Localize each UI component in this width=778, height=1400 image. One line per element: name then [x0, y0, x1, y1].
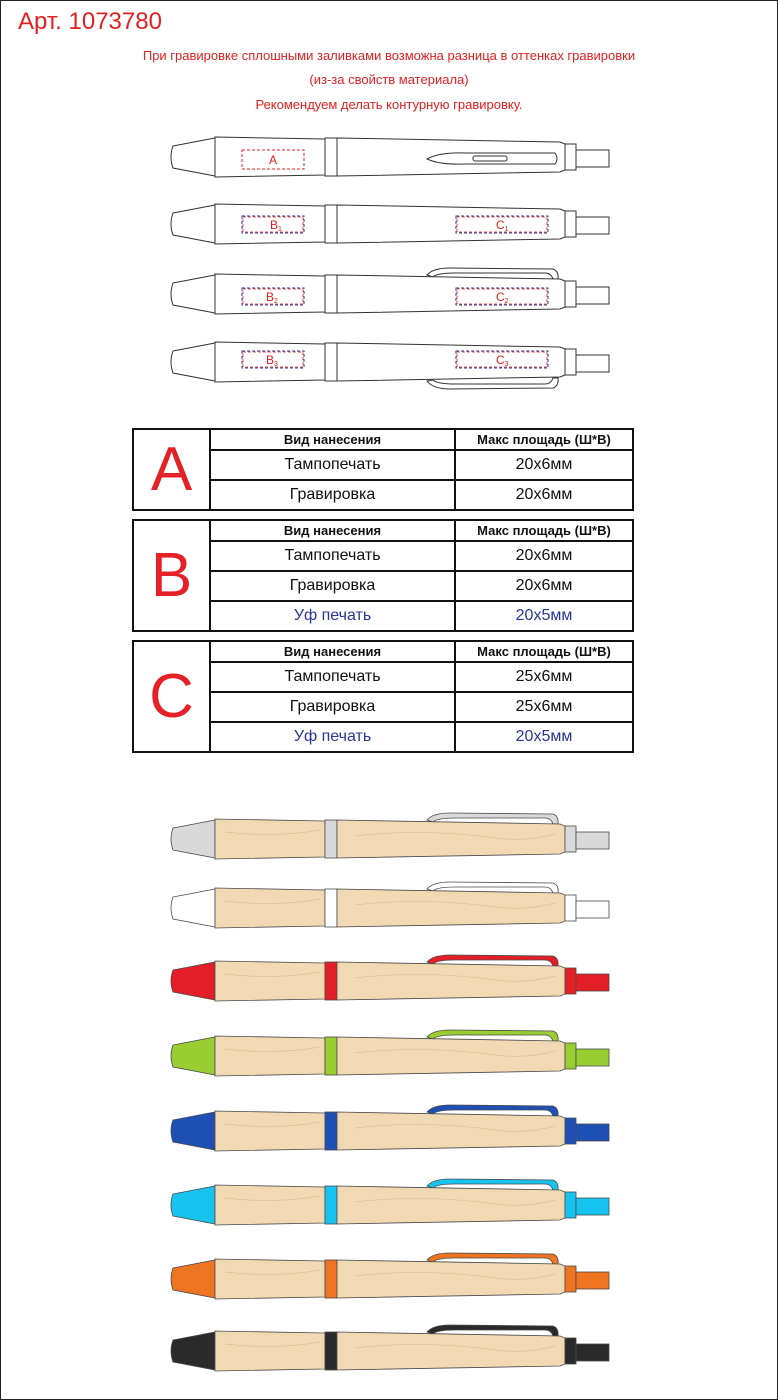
engraving-note: При гравировке сплошными заливками возможна разница в оттенках гравировки: [142, 48, 636, 63]
method-cell: Гравировка: [210, 571, 455, 601]
zone-letter-a: A: [133, 429, 210, 510]
area-cell: 20x6мм: [455, 571, 633, 601]
material-note: (из-за свойств материала): [309, 72, 469, 87]
method-cell: Тампопечать: [210, 450, 455, 480]
header-max-area: Макс площадь (Ш*В): [455, 429, 633, 450]
area-cell: 20x6мм: [455, 480, 633, 510]
table-zone-b: [132, 519, 634, 632]
area-cell: 25x6мм: [455, 662, 633, 692]
method-cell: Гравировка: [210, 480, 455, 510]
pen-variant: [165, 950, 615, 1010]
zone-b2-label: B2: [266, 290, 278, 305]
header-method: Вид нанесения: [210, 520, 455, 541]
method-cell: Тампопечать: [210, 541, 455, 571]
method-cell: Уф печать: [210, 601, 455, 631]
pen-variant: [165, 808, 615, 868]
pen-variant: [165, 877, 615, 937]
method-cell: Уф печать: [210, 722, 455, 752]
method-cell: Тампопечать: [210, 662, 455, 692]
zone-letter-c: C: [133, 641, 210, 752]
area-cell: 20x5мм: [455, 722, 633, 752]
header-max-area: Макс площадь (Ш*В): [455, 520, 633, 541]
zone-b3-label: B3: [266, 353, 278, 368]
zone-c3-label: C3: [496, 353, 509, 368]
area-cell: 20x6мм: [455, 450, 633, 480]
article-number: Арт. 1073780: [18, 8, 162, 35]
area-cell: 25x6мм: [455, 692, 633, 722]
area-cell: 20x6мм: [455, 541, 633, 571]
zone-letter-b: B: [133, 520, 210, 631]
pen-variant: [165, 1100, 615, 1160]
header-method: Вид нанесения: [210, 641, 455, 662]
table-zone-a: [132, 428, 634, 511]
pen-outline-zone-b1-c1: [165, 197, 615, 257]
header-method: Вид нанесения: [210, 429, 455, 450]
recommendation-note: Рекомендуем делать контурную гравировку.: [255, 97, 523, 112]
pen-variant: [165, 1320, 615, 1380]
pen-outline-zone-a: [165, 130, 615, 190]
header-max-area: Макс площадь (Ш*В): [455, 641, 633, 662]
pen-variant: [165, 1025, 615, 1085]
table-zone-c: [132, 640, 634, 753]
pen-outline-zone-b2-c2: [165, 267, 615, 327]
pen-variant: [165, 1248, 615, 1308]
zone-c2-label: C2: [496, 290, 509, 305]
pen-variant: [165, 1174, 615, 1234]
area-cell: 20x5мм: [455, 601, 633, 631]
method-cell: Гравировка: [210, 692, 455, 722]
zone-a-label: A: [268, 153, 278, 167]
zone-b1-label: B1: [270, 218, 282, 233]
pen-outline-zone-b3-c3: [165, 335, 615, 397]
zone-c1-label: C1: [496, 218, 509, 233]
